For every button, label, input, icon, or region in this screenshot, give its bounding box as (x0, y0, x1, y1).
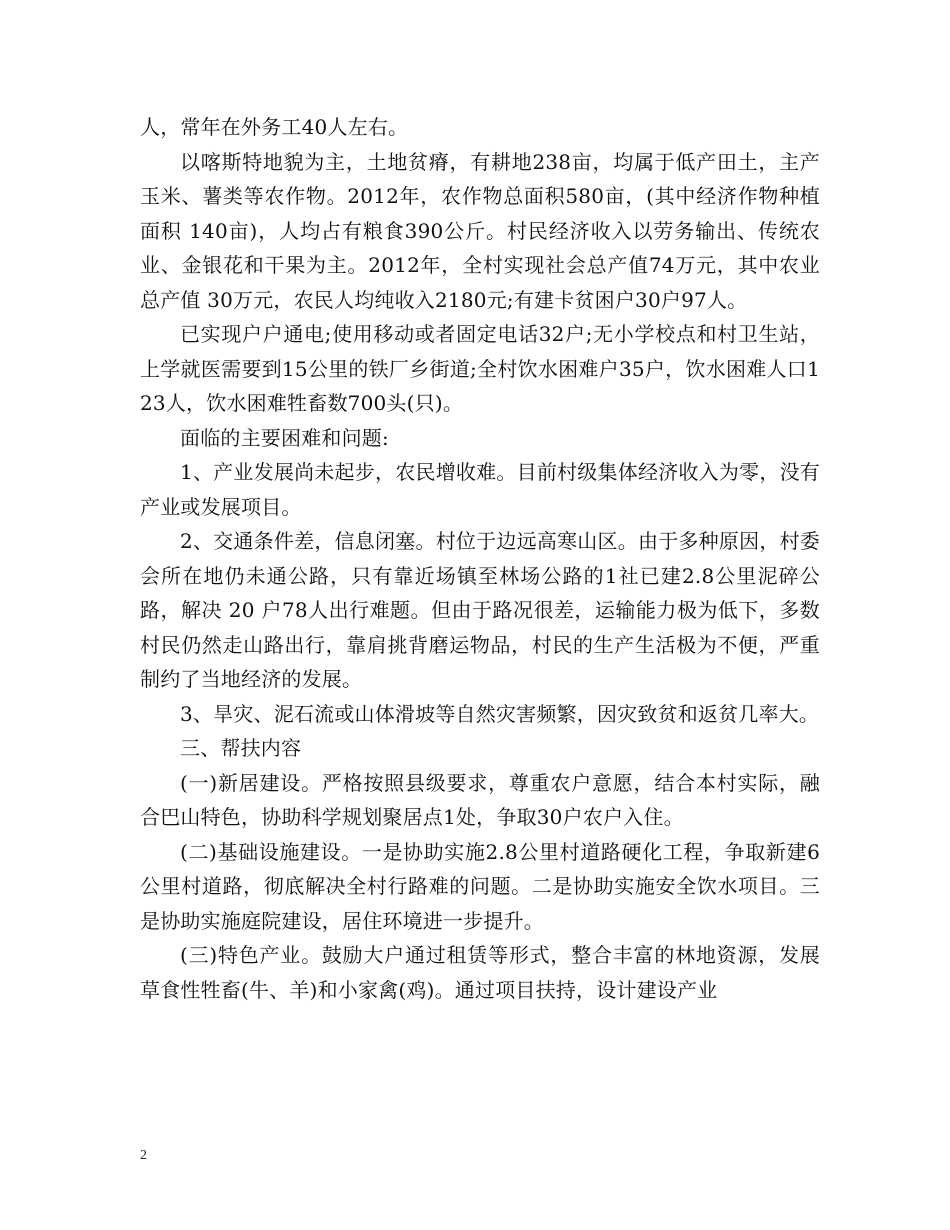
paragraph-1: 人，常年在外务工40人左右。 (140, 115, 409, 139)
paragraph-10: (二)基础设施建设。一是协助实施2.8公里村道路硬化工程，争取新建6公里村道路，彻底解决全村行路难的问题。二是协助实施安全饮水项目。三是协助实施庭院建设，居住环境进一步提升。 (140, 839, 820, 933)
paragraph-3: 已实现户户通电;使用移动或者固定电话32户;无小学校点和村卫生站，上学就医需要到15公里的铁厂乡街道;全村饮水困难户35户，饮水困难人口123人，饮水困难牲畜数700头(只)。 (140, 322, 820, 415)
paragraph-11: (三)特色产业。鼓励大户通过租赁等形式，整合丰富的林地资源，发展草食性牲畜(牛、羊)和小家禽(鸡)。通过项目扶持，设计建设产业 (140, 943, 820, 1002)
paragraph-5: 1、产业发展尚未起步，农民增收难。目前村级集体经济收入为零，没有产业或发展项目。 (140, 460, 820, 519)
paragraph-2: 以喀斯特地貌为主，土地贫瘠，有耕地238亩，均属于低产田土，主产玉米、薯类等农作物。2012年，农作物总面积580亩，(其中经济作物种植面积 140亩)，人均占有粮食390公斤。村民经济收入以劳务输出、传统农业、金银花和干果为主。2012年，全村实现社会总产值74万元，其中农业总产值 30万元，农民人均纯收入2180元;有建卡贫困户30户97人。 (140, 149, 820, 312)
paragraph-7: 3、旱灾、泥石流或山体滑坡等自然灾害频繁，因灾致贫和返贫几率大。 (180, 701, 820, 726)
section-heading: 三、帮扶内容 (180, 736, 302, 760)
paragraph-6: 2、交通条件差，信息闭塞。村位于边远高寒山区。由于多种原因，村委会所在地仍未通公路，只有靠近场镇至林场公路的1社已建2.8公里泥碎公路，解决 20 户78人出行难题。但由于路况很差，运输能力极为低下，多数村民仍然走山路出行，靠肩挑背磨运物品，村民的生产生活极为不便，严重制约了当地经济的发展。 (140, 529, 820, 691)
paragraph-9: (一)新居建设。严格按照县级要求，尊重农户意愿，结合本村实际，融合巴山特色，协助科学规划聚居点1处，争取30户农户入住。 (140, 770, 820, 829)
body-text (140, 110, 820, 1007)
paragraph-4: 面临的主要困难和问题: (180, 425, 389, 450)
page-number: 2 (140, 1148, 147, 1163)
